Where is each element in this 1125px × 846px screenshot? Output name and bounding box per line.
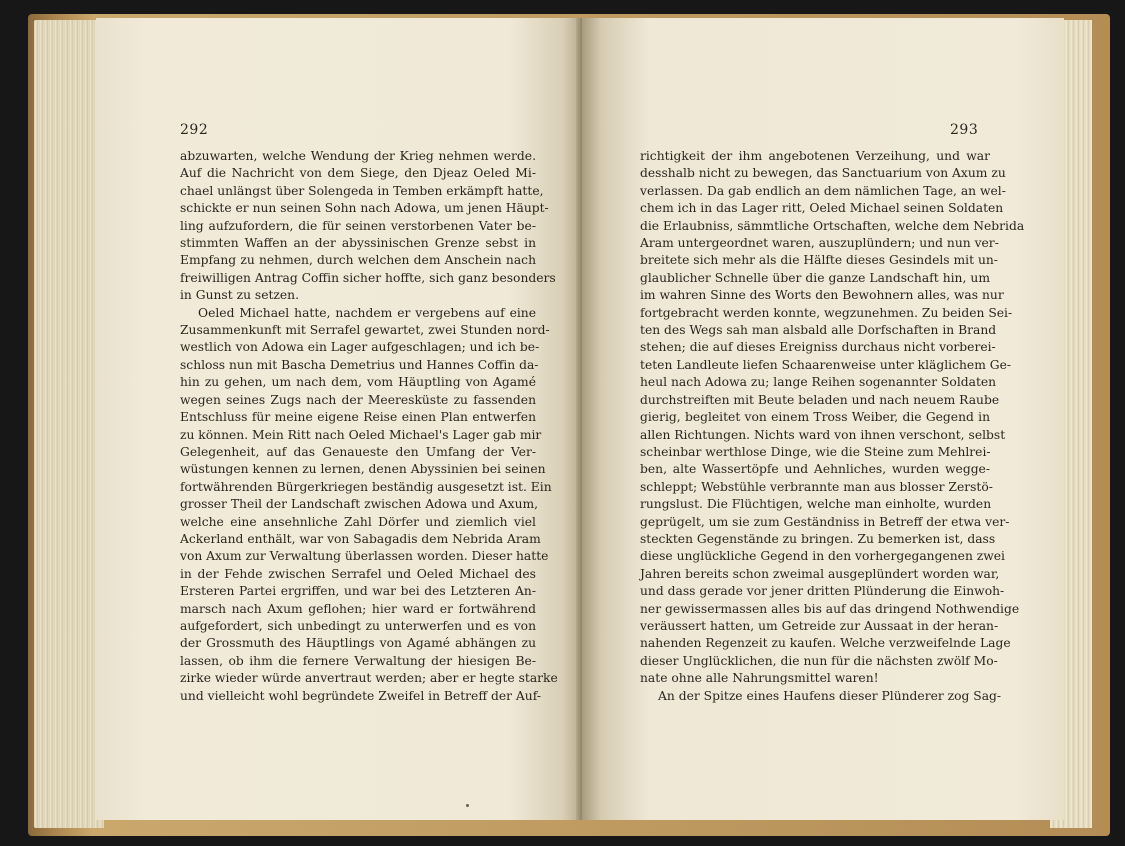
text-line: freiwilligen Antrag Coffin sicher hoffte, sich ganz besonders (180, 270, 556, 285)
text-line: Aram untergeordnet waren, auszuplündern; und nun ver- (640, 236, 999, 251)
text-line: desshalb nicht zu bewegen, das Sanctuarium von Axum zu (640, 166, 1006, 181)
text-line: allen Richtungen. Nichts ward von ihnen verschont, selbst (640, 427, 1006, 442)
text-line: Empfang zu nehmen, durch welchen dem Anschein nach (180, 253, 536, 268)
text-line: schloss nun mit Bascha Demetrius und Hannes Coffin da- (180, 357, 539, 372)
text-line: Oeled Michael hatte, nachdem er vergebens auf eine (198, 305, 536, 320)
text-line: nahenden Regenzeit zu kaufen. Welche verzweifelnde Lage (640, 636, 1011, 651)
text-line: in Gunst zu setzen. (180, 288, 300, 303)
text-line: aufgefordert, sich unbedingt zu unterwerfen und es von (180, 618, 536, 633)
text-line: heul nach Adowa zu; lange Reihen sogenannter Soldaten (640, 375, 997, 390)
text-line: schleppt; Webstühle verbrannte man aus blosser Zerstö- (640, 479, 993, 494)
text-line: welche eine ansehnliche Zahl Dörfer und ziemlich viel (180, 514, 536, 529)
text-line: Zusammenkunft mit Serrafel gewartet, zwei Stunden nord- (180, 323, 550, 338)
text-line: im wahren Sinne des Worts den Bewohnern alles, was nur (640, 288, 1004, 303)
left-page-text (180, 148, 558, 705)
text-line: gierig, begleitet von einem Tross Weiber, die Gegend in (640, 410, 990, 425)
text-line: rungslust. Die Flüchtigen, welche man einholte, wurden (640, 497, 992, 512)
text-line: in der Fehde zwischen Serrafel und Oeled Michael des (180, 566, 536, 581)
text-line: Auf die Nachricht von dem Siege, den Djeaz Oeled Mi- (180, 166, 536, 181)
text-line: stimmten Waffen an der abyssinischen Grenze sebst in (180, 236, 536, 251)
text-line: fortwährenden Bürgerkriegen beständig ausgesetzt ist. Ein (180, 479, 552, 494)
text-line: grosser Theil der Landschaft zwischen Adowa und Axum, (180, 497, 539, 512)
text-line: stehen; die auf dieses Ereigniss durchaus nicht vorberei- (640, 340, 996, 355)
text-line: richtigkeit der ihm angebotenen Verzeihung, und war (640, 149, 990, 163)
page-edges-left (34, 20, 104, 828)
text-line: der Grossmuth des Häuptlings von Agamé abhängen zu (180, 636, 536, 651)
right-page-number: 293 (950, 122, 979, 138)
text-line: wegen seines Zugs nach der Meeresküste zu fassenden (180, 392, 536, 407)
text-line: schickte er nun seinen Sohn nach Adowa, um jenen Häupt- (180, 201, 549, 216)
text-line: Entschluss für meine eigene Reise einen Plan entwerfen (180, 410, 536, 425)
text-line: zirke wieder würde anvertraut werden; aber er hegte starke (180, 671, 558, 686)
text-line: dieser Unglücklichen, die nun für die nächsten zwölf Mo- (640, 653, 998, 668)
text-line: steckten Gegenstände zu bringen. Zu bemerken ist, dass (640, 531, 996, 546)
text-line: marsch nach Axum geflohen; hier ward er fortwährend (180, 601, 536, 616)
text-line: und dass gerade vor jener dritten Plünderung die Einwoh- (640, 584, 1005, 599)
text-line: fortgebracht werden konnte, wegzunehmen. Zu beiden Sei- (640, 305, 1013, 320)
text-line: abzuwarten, welche Wendung der Krieg nehmen werde. (180, 149, 536, 163)
text-line: ling aufzufordern, die für seinen verstorbenen Vater be- (180, 218, 536, 233)
text-line: teten Landleute liefen Schaarenweise unter kläglichem Ge- (640, 357, 1012, 372)
text-line: ner gewissermassen alles bis auf das dringend Nothwendige (640, 601, 1020, 616)
left-page (96, 18, 582, 820)
page-speck (466, 804, 469, 807)
text-line: breitete sich mehr als die Hälfte dieses Gesindels mit un- (640, 253, 998, 268)
left-page-number: 292 (180, 122, 209, 138)
text-line: An der Spitze eines Haufens dieser Plünderer zog Sag- (658, 688, 1002, 703)
text-line: scheinbar werthlose Dinge, wie die Steine zum Mehlrei- (640, 444, 991, 459)
text-line: veräussert hatten, um Getreide zur Aussaat in der heran- (640, 618, 999, 633)
text-line: nate ohne alle Nahrungsmittel waren! (640, 671, 879, 686)
text-line: wüstungen kennen zu lernen, denen Abyssinien bei seinen (180, 462, 546, 477)
text-line: lassen, ob ihm die fernere Verwaltung der hiesigen Be- (180, 653, 536, 668)
text-line: Gelegenheit, auf das Genaueste den Umfang der Ver- (180, 444, 536, 459)
text-line: und vielleicht wohl begründete Zweifel in Betreff der Auf- (180, 688, 541, 703)
text-line: verlassen. Da gab endlich an dem nämlichen Tage, an wel- (640, 183, 1006, 198)
text-line: Ackerland enthält, war von Sabagadis dem Nebrida Aram (180, 531, 541, 546)
text-line: glaublicher Schnelle über die ganze Landschaft hin, um (640, 270, 990, 285)
text-line: ten des Wegs sah man alsbald alle Dorfschaften in Brand (640, 323, 997, 338)
text-line: die Erlaubniss, sämmtliche Ortschaften, welche dem Nebrida (640, 218, 1025, 233)
right-page (582, 18, 1064, 820)
text-line: Jahren bereits schon zweimal ausgeplündert worden war, (640, 566, 1000, 581)
text-line: Ersteren Partei ergriffen, und war bei des Letzteren An- (180, 584, 536, 599)
text-line: zu können. Mein Ritt nach Oeled Michael's Lager gab mir (180, 427, 542, 442)
right-page-text (640, 148, 1025, 705)
text-line: hin zu gehen, um nach dem, vom Häuptling von Agamé (180, 375, 536, 390)
text-line: von Axum zur Verwaltung überlassen worden. Dieser hatte (180, 549, 549, 564)
text-line: durchstreiften mit Beute beladen und nach neuem Raube (640, 392, 1000, 407)
text-line: geprügelt, um sie zum Geständniss in Betreff der etwa ver- (640, 514, 1010, 529)
text-line: diese unglückliche Gegend in den vorhergegangenen zwei (640, 549, 1005, 564)
text-line: chem ich in das Lager ritt, Oeled Michael seinen Soldaten (640, 201, 1004, 216)
text-line: westlich von Adowa ein Lager aufgeschlagen; und ich be- (180, 340, 540, 355)
text-line: chael unlängst über Solengeda in Temben erkämpft hatte, (180, 183, 544, 198)
text-line: ben, alte Wassertöpfe und Aehnliches, wurden wegge- (640, 462, 990, 477)
